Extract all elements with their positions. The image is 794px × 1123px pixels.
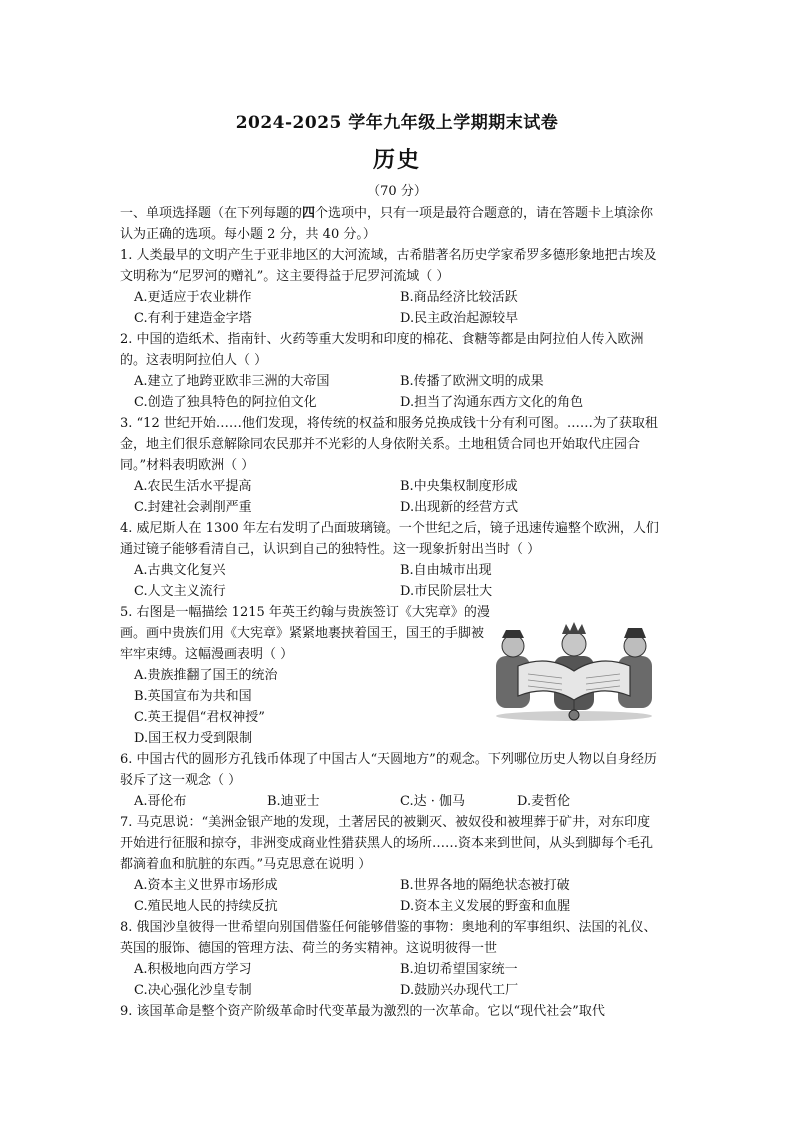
option-a: A.贵族推翻了国王的统治 — [134, 668, 278, 683]
option-d: D.麦哲伦 — [517, 794, 571, 809]
question-stem: 9. 该国革命是整个资产阶级革命时代变革最为激烈的一次革命。它以“现代社会”取代 — [120, 1004, 605, 1019]
options — [120, 287, 660, 329]
question-5 — [120, 602, 660, 749]
question-3 — [120, 413, 660, 518]
question-stem: 1. 人类最早的文明产生于亚非地区的大河流域，古希腊著名历史学家希罗多德形象地把古埃及文明称为“尼罗河的赠礼”。这主要得益于尼罗河流域（ ） — [120, 248, 657, 284]
question-stem: 4. 威尼斯人在 1300 年左右发明了凸面玻璃镜。一个世纪之后，镜子迅速传遍整个欧洲，人们通过镜子能够看清自己，认识到自己的独特性。这一现象折射出当时（ ） — [120, 521, 659, 557]
total-score: （70 分） — [367, 184, 427, 199]
option-b: B.英国宣布为共和国 — [134, 689, 252, 704]
question-1 — [120, 245, 660, 329]
question-stem: 7. 马克思说：“美洲金银产地的发现，土著居民的被剿灭、被奴役和被埋葬于矿井，对东印度开始进行征服和掠夺，非洲变成商业性猎获黑人的场所……资本来到世间，从头到脚每个毛孔都滴着血和肮脏的东西。”马克思意在说明 ） — [120, 815, 654, 872]
option-c: C.达 · 伽马 — [400, 794, 466, 809]
option-d: D.国王权力受到限制 — [134, 731, 253, 746]
question-stem: 8. 俄国沙皇彼得一世希望向别国借鉴任何能够借鉴的事物：奥地利的军事组织、法国的礼仪、英国的服饰、德国的管理方法、荷兰的务实精神。这说明彼得一世 — [120, 920, 657, 956]
option-c: C.英王提倡“君权神授” — [134, 710, 265, 725]
question-9 — [120, 1001, 660, 1022]
option-c: C.殖民地人民的持续反抗 — [134, 899, 278, 914]
options — [120, 371, 660, 413]
option-b: B.迪亚士 — [267, 794, 320, 809]
question-stem: 3. “12 世纪开始……他们发现，将传统的权益和服务兑换成钱十分有利可图。……为了获取租金，地主们很乐意解除同农民那并不光彩的人身依附关系。土地租赁合同也开始取代庄园合同。”材料表明欧洲（ ） — [120, 416, 658, 473]
options — [120, 791, 660, 812]
option-a: A.更适应于农业耕作 — [134, 290, 252, 305]
magna-carta-cartoon — [488, 616, 660, 724]
option-c: C.创造了独具特色的阿拉伯文化 — [134, 395, 317, 410]
option-a: A.古典文化复兴 — [134, 563, 226, 578]
option-a: A.建立了地跨亚欧非三洲的大帝国 — [134, 374, 330, 389]
option-a: A.哥伦布 — [134, 794, 187, 809]
option-d: D.担当了沟通东西方文化的角色 — [400, 395, 584, 410]
option-b: B.迫切希望国家统一 — [400, 962, 518, 977]
question-2 — [120, 329, 660, 413]
question-stem: 5. 右图是一幅描绘 1215 年英王约翰与贵族签订《大宪章》的漫画。画中贵族们用《大宪章》紧紧地裹挟着国王，国王的手脚被牢牢束缚。这幅漫画表明（ ） — [120, 605, 490, 662]
option-c: C.封建社会剥削严重 — [134, 500, 252, 515]
option-a: A.积极地向西方学习 — [134, 962, 252, 977]
question-6 — [120, 749, 660, 812]
option-b: B.自由城市出现 — [400, 563, 492, 578]
options — [120, 476, 660, 518]
section-heading: 一、单项选择题（在下列每题的四个选项中，只有一项是最符合题意的，请在答题卡上填涂你认为正确的选项。每小题 2 分，共 40 分。） — [120, 206, 654, 242]
option-b: B.中央集权制度形成 — [400, 479, 518, 494]
option-c: C.人文主义流行 — [134, 584, 226, 599]
option-c: C.有利于建造金字塔 — [134, 311, 252, 326]
option-d: D.出现新的经营方式 — [400, 500, 519, 515]
question-7 — [120, 812, 660, 917]
options — [120, 959, 660, 1001]
question-stem: 6. 中国古代的圆形方孔钱币体现了中国古人“天圆地方”的观念。下列哪位历史人物以自身经历驳斥了这一观念（ ） — [120, 752, 657, 788]
option-b: B.商品经济比较活跃 — [400, 290, 518, 305]
question-8 — [120, 917, 660, 1001]
question-4 — [120, 518, 660, 602]
option-d: D.民主政治起源较早 — [400, 311, 519, 326]
exam-content — [120, 203, 660, 1022]
option-b: B.传播了欧洲文明的成果 — [400, 374, 544, 389]
option-a: A.农民生活水平提高 — [134, 479, 252, 494]
option-d: D.资本主义发展的野蛮和血腥 — [400, 899, 571, 914]
options — [120, 560, 660, 602]
question-stem: 2. 中国的造纸术、指南针、火药等重大发明和印度的棉花、食糖等都是由阿拉伯人传入欧洲的。这表明阿拉伯人（ ） — [120, 332, 644, 368]
subject-title: 历史 — [372, 147, 421, 173]
option-b: B.世界各地的隔绝状态被打破 — [400, 878, 570, 893]
option-d: D.市民阶层壮大 — [400, 584, 493, 599]
option-d: D.鼓励兴办现代工厂 — [400, 983, 519, 998]
option-c: C.决心强化沙皇专制 — [134, 983, 252, 998]
option-a: A.资本主义世界市场形成 — [134, 878, 278, 893]
options — [120, 875, 660, 917]
exam-title: 2024-2025 学年九年级上学期期末试卷 — [235, 113, 559, 133]
